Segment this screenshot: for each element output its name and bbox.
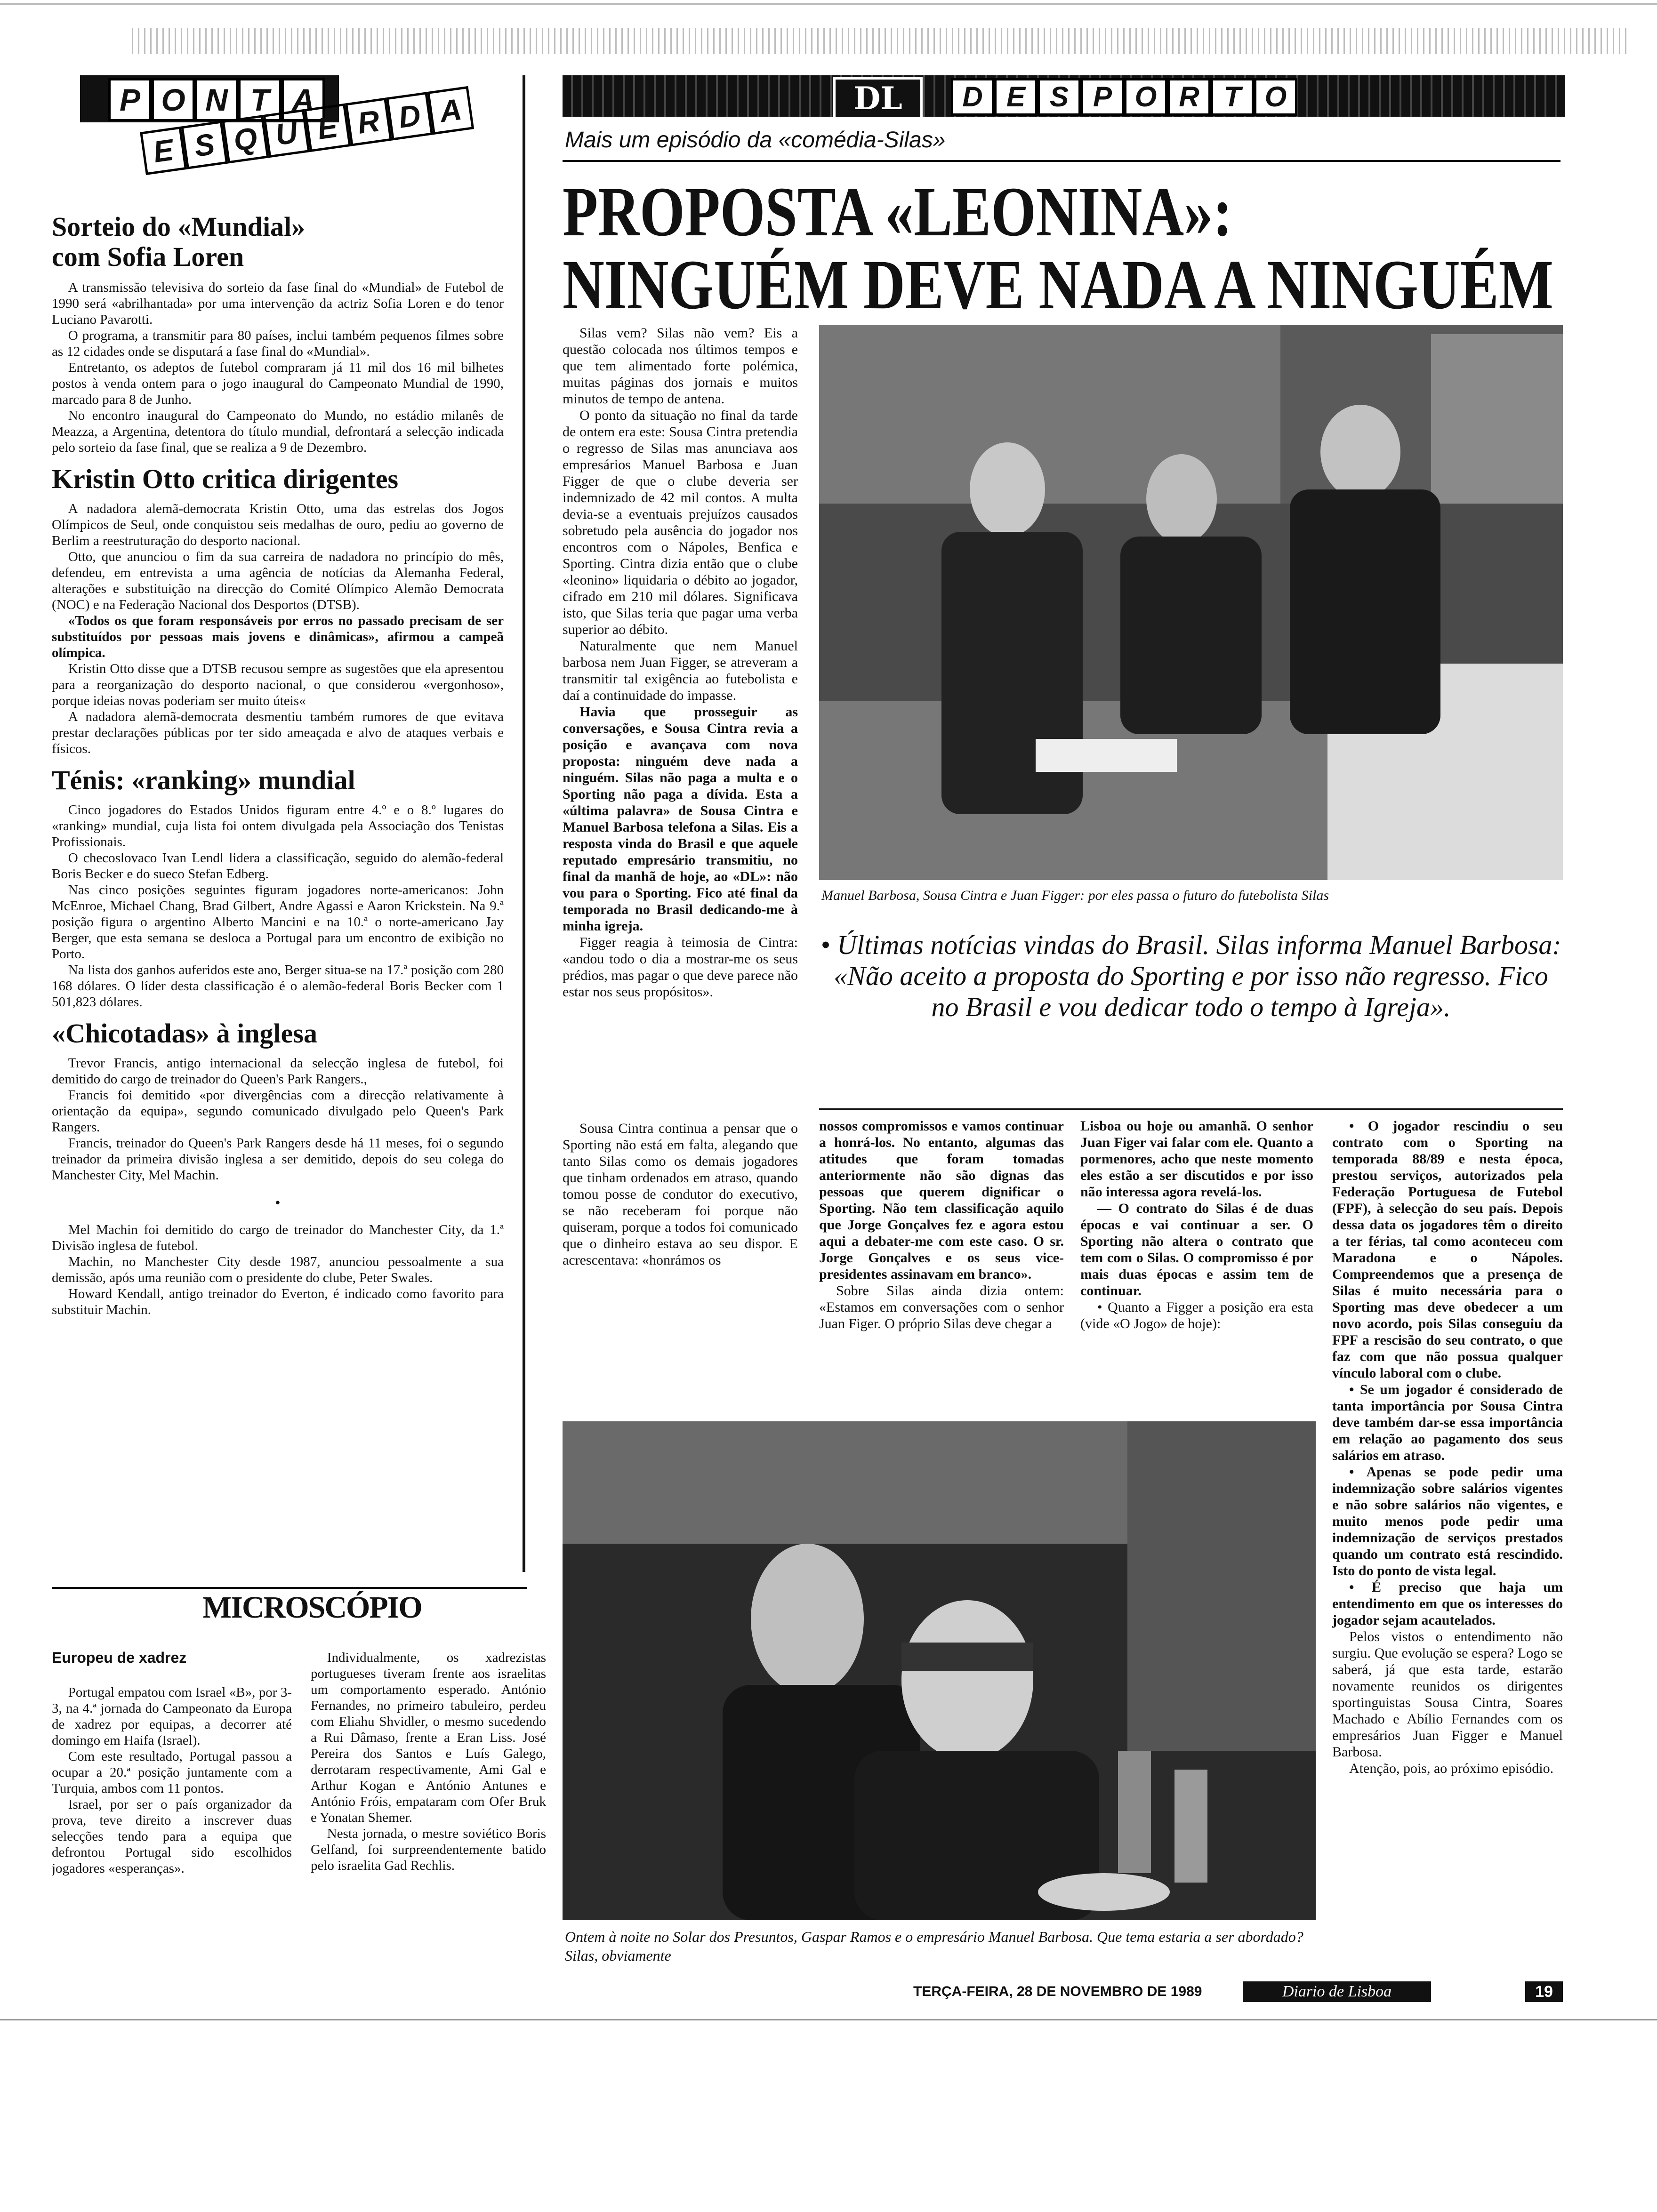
pull-quote: • Últimas notícias vindas do Brasil. Silas informa Manuel Barbosa: «Não aceito a proposta do Sporting e por isso não regresso. Fico no Brasil e vou dedicar todo o tempo à Igreja». — [820, 930, 1561, 1022]
section-bullet: • — [275, 1194, 281, 1211]
article-paragraph: Mel Machin foi demitido do cargo de treinador do Manchester City, da 1.ª Divisão inglesa de futebol. — [52, 1222, 504, 1253]
headline-line-2: NINGUÉM DEVE NADA A NINGUÉM — [563, 246, 1553, 324]
photo-three-men — [819, 325, 1563, 880]
article-paragraph: Silas vem? Silas não vem? Eis a questão colocada nos últimos tempos e que tem alimentado forte polémica, muitas páginas dos jornais e muitos minutos de tempo de antena. — [563, 325, 798, 407]
kicker-rule — [563, 160, 1560, 162]
article-paragraph: Nesta jornada, o mestre soviético Boris Gelfand, foi surpreendentemente batido pelo israelita Gad Rechlis. — [311, 1826, 546, 1873]
article-paragraph: Lisboa ou hoje ou amanhã. O senhor Juan Figer vai falar com ele. Quanto a pormenores, acho que neste momento eles estão a ser discutidos e por isso não interessa agora revelá-los. — [1080, 1118, 1313, 1200]
esquerda-letter: R — [345, 97, 392, 146]
microscopio-column-2 — [311, 1650, 546, 1998]
article-paragraph: Individualmente, os xadrezistas portugueses tiveram frente aos israelitas um comportamento esperado. António Fernandes, no primeiro tabuleiro, perdeu com Eliahu Shvidler, o mesmo sucedendo a Rui Dâmaso, frente a Eran Liss. José Pereira dos Santos e Luís Galego, derrotaram respectivamente, Ami Gal e Arthur Kogan e António Antunes e António Fróis, empataram com Ofer Bruk e Yonatan Shemer. — [311, 1650, 546, 1825]
article-paragraph: Entretanto, os adeptos de futebol compraram já 11 mil dos 16 mil bilhetes postos à venda ontem para o jogo inaugural do Campeonato Mundial de 1990, marcado para 8 de Junho. — [52, 360, 504, 407]
article-paragraph: Kristin Otto disse que a DTSB recusou sempre as sugestões que ela apresentou para a reorganização do desporto nacional, o que considerou «vergonhoso», porque ideias novas poderiam ser muito úteis« — [52, 661, 504, 708]
ponta-letter: A — [282, 78, 325, 121]
ponta-letter: N — [195, 78, 238, 121]
esquerda-letter: A — [427, 86, 474, 135]
article-paragraph: Portugal empatou com Israel «B», por 3-3, na 4.ª jornada do Campeonato da Europa de xadrez por equipas, a decorrer até domingo em Haifa (Israel). — [52, 1685, 292, 1748]
dl-logo: DL — [833, 77, 923, 120]
pull-quote-rule — [819, 1108, 1563, 1110]
kicker: Mais um episódio da «comédia-Silas» — [565, 128, 946, 152]
article-paragraph: A nadadora alemã-democrata Kristin Otto, uma das estrelas dos Jogos Olímpicos de Seul, onde conquistou seis medalhas de ouro, pediu ao governo de Berlim a reestruturação do desporto nacional. — [52, 501, 504, 548]
desporto-letter: T — [1211, 78, 1254, 116]
article-paragraph: Otto, que anunciou o fim da sua carreira de nadadora no princípio do mês, defendeu, em entrevista a uma agência de notícias da Alemanha Federal, alterações e substituição na direcção do Comité Olímpico Alemão Democrata (NOC) e na Federação Nacional dos Desportos (DTSB). — [52, 549, 504, 612]
article-paragraph: Francis foi demitido «por divergências com a direcção relativamente à orientação da equipa», segundo comunicado divulgado pelo Queen's Park Rangers. — [52, 1088, 504, 1135]
article-column-1b — [563, 1120, 798, 1421]
article-paragraph: Machin, no Manchester City desde 1987, anunciou pessoalmente a sua demissão, após uma reunião com o presidente do clube, Peter Swales. — [52, 1254, 504, 1285]
photo-restaurant-art — [563, 1421, 1316, 1920]
article-paragraph: Sobre Silas ainda dizia ontem: «Estamos em conversações com o senhor Juan Figer. O próprio Silas deve chegar a — [819, 1283, 1064, 1331]
esquerda-letter: D — [386, 92, 433, 140]
desporto-letter: P — [1081, 78, 1124, 116]
esquerda-letter: Q — [222, 115, 269, 163]
article-paragraph: Howard Kendall, antigo treinador do Everton, é indicado como favorito para substituir Machin. — [52, 1286, 504, 1317]
desporto-letter: O — [1254, 78, 1297, 116]
article-column-2 — [819, 1118, 1064, 1414]
scan-noise-top — [132, 28, 1629, 54]
microscopio-column-1 — [52, 1650, 292, 2007]
headline-sorteio: Sorteio do «Mundial» com Sofia Loren — [52, 212, 306, 272]
article-paragraph: — O contrato do Silas é de duas épocas e vai continuar a ser. O Sporting não altera o contrato que tem com o Silas. O compromisso é por mais duas épocas e assim tem de continuar. — [1080, 1201, 1313, 1298]
desporto-letter: D — [951, 78, 994, 116]
headline-chicotadas: «Chicotadas» à inglesa — [52, 1018, 317, 1049]
article-paragraph: O ponto da situação no final da tarde de ontem era este: Sousa Cintra pretendia o regresso de Silas mas anunciava aos empresários Manuel Barbosa e Juan Figger de que o clube deveria ser indemnizado de 42 mil contos. A multa devia-se a eventuais prejuízos causados sobretudo pela ausência do jogador nos encontros com o Nápoles, Benfica e Sporting. Cintra dizia então que o clube «leonino» liquidaria o débito ao jogador, cifrado em 210 mil dólares. Significava isto, que Silas teria que pagar uma verba superior ao débito. — [563, 408, 798, 637]
footer-page-number: 19 — [1525, 1981, 1563, 2002]
article-paragraph: Havia que prosseguir as conversações, e Sousa Cintra revia a posição e avançava com nova proposta: ninguém deve nada a ninguém. Silas não paga a multa e o Sporting não paga a dívida. Esta a «última palavra» de Sousa Cintra e Manuel Barbosa telefona a Silas. Eis a resposta vinda do Brasil e que aquele reputado empresário transmitiu, no final da manhã de hoje, ao «DL»: não vou para o Sporting. Fico até final da temporada no Brasil dedicando-me à minha igreja. — [563, 704, 798, 934]
ponta-letter: P — [108, 78, 152, 121]
article-paragraph: «Todos os que foram responsáveis por erros no passado precisam de ser substituídos por pessoas mais jovens e dinâmicas», afirmou a campeã olímpica. — [52, 613, 504, 660]
ponta-esquerda-logo — [52, 75, 504, 198]
article-paragraph: Sousa Cintra continua a pensar que o Sporting não está em falta, alegando que tanto Silas como os demais jogadores que tinham ordenados em atraso, quando tomou posse de condutor do executivo, se não receberam foi porque não quiseram, porque a todos foi comunicado que o dinheiro estava ao seu dispor. E acrescentava: «honrámos os — [563, 1121, 798, 1268]
photo1-caption: Manuel Barbosa, Sousa Cintra e Juan Figger: por eles passa o futuro do futebolista Silas — [821, 888, 1329, 903]
esquerda-letter: E — [140, 127, 187, 175]
footer-paper-name: Diario de Lisboa — [1243, 1981, 1431, 2002]
footer-date: TERÇA-FEIRA, 28 DE NOVEMBRO DE 1989 — [913, 1984, 1202, 1999]
headline-tenis: Ténis: «ranking» mundial — [52, 765, 355, 795]
photo2-caption: Ontem à noite no Solar dos Presuntos, Gaspar Ramos e o empresário Manuel Barbosa. Que tema estaria a ser abordado? Silas, obviamente — [565, 1928, 1303, 1964]
desporto-word — [951, 78, 1297, 116]
article-column-3 — [1080, 1118, 1313, 1414]
esquerda-letter: E — [304, 104, 351, 152]
article-paragraph: O programa, a transmitir para 80 países, inclui também pequenos filmes sobre as 12 cidades onde se disputará a fase final do «Mundial». — [52, 328, 504, 359]
photo-three-men-art — [819, 325, 1563, 880]
scan-edge-top — [0, 3, 1657, 5]
photo-restaurant — [563, 1421, 1316, 1920]
article-paragraph: Francis, treinador do Queen's Park Rangers desde há 11 meses, foi o segundo treinador da primeira divisão inglesa a ser demitido, depois do seu colega do Manchester City, Mel Machin. — [52, 1136, 504, 1183]
article-paragraph: nossos compromissos e vamos continuar a honrá-los. No entanto, algumas das atitudes que foram tomadas anteriormente não são dignas das pessoas que querem dignificar o Sporting. Não tem classificação aquilo que Jorge Gonçalves fez e agora estou aqui a debater-me com este caso. O sr. Jorge Gonçalves e os seus vice-presidentes assinavam em branco». — [819, 1118, 1064, 1282]
article-paragraph: Nas cinco posições seguintes figuram jogadores norte-americanos: John McEnroe, Michael Chang, Brad Gilbert, Andre Agassi e Aaron Krickstein. Na 9.ª posição figura o argentino Alberto Mancini e na 10.ª o norte-americano Jay Berger, que esta semana se desloca a Portugal para um encontro de exibição no Porto. — [52, 882, 504, 962]
article-paragraph: Figger reagia à teimosia de Cintra: «andou todo o dia a mostrar-me os seus prédios, mas pagar o que deve parece não estar nos seus propósitos». — [563, 935, 798, 1000]
desporto-letter: E — [994, 78, 1038, 116]
article-column-4 — [1332, 1118, 1563, 1960]
article-paragraph: • Quanto a Figger a posição era esta (vide «O Jogo» de hoje): — [1080, 1299, 1313, 1331]
article-paragraph: • Se um jogador é considerado de tanta importância por Sousa Cintra deve também dar-se essa importância em relação ao pagamento dos seus salários em atraso. — [1332, 1382, 1563, 1463]
article-paragraph: Atenção, pois, ao próximo episódio. — [1349, 1761, 1554, 1776]
article-paragraph: Israel, por ser o país organizador da prova, teve direito a inscrever duas selecções tendo para a equipa que defrontou Portugal sido escolhidos jogadores «esperanças». — [52, 1797, 292, 1876]
headline-kristin-otto: Kristin Otto critica dirigentes — [52, 464, 399, 494]
main-headline — [563, 173, 1553, 327]
article-paragraph: Pelos vistos o entendimento não surgiu. Que evolução se espera? Logo se saberá, já que esta tarde, estarão novamente reunidos os dirigentes sportinguistas Sousa Cintra, Soares Machado e Abílio Fernandes com os empresários Juan Figger e Manuel Barbosa. — [1332, 1629, 1563, 1760]
article-paragraph: • Apenas se pode pedir uma indemnização sobre salários vigentes e não sobre salários não vigentes, e muito menos pode pedir uma indemnização de serviços prestados quando um contrato está rescindido. Isto do ponto de vista legal. — [1332, 1464, 1563, 1579]
esquerda-letter: S — [181, 120, 228, 169]
article-paragraph: No encontro inaugural do Campeonato do Mundo, no estádio milanês de Meazza, a Argentina, detentora do título mundial, defrontará a selecção indicada pelo sorteio da fase final, que se realiza a 9 de Dezembro. — [52, 408, 504, 455]
microscopio-logo: MICROSCÓPIO — [202, 1590, 422, 1625]
article-column-1 — [563, 325, 798, 1111]
ponta-letter: O — [152, 78, 195, 121]
esquerda-letter: U — [263, 109, 310, 158]
headline-line-1: PROPOSTA «LEONINA»: — [563, 173, 1232, 251]
article-paragraph: Cinco jogadores do Estados Unidos figuram entre 4.º e o 8.º lugares do «ranking» mundial, cuja lista foi ontem divulgada pela Associação dos Tenistas Profissionais. — [52, 802, 504, 850]
ponta-letter: T — [238, 78, 282, 121]
column-rule — [523, 75, 525, 1572]
article-paragraph: O checoslovaco Ivan Lendl lidera a classificação, seguido do alemão-federal Boris Becker e do sueco Stefan Edberg. — [52, 850, 504, 882]
article-paragraph: A nadadora alemã-democrata desmentiu também rumores de que evitava prestar declarações públicas por ter sido ameaçada e alvo de ataques verbais e físicos. — [52, 709, 504, 756]
desporto-letter: O — [1124, 78, 1167, 116]
desporto-letter: S — [1038, 78, 1081, 116]
scan-edge-bottom — [0, 2019, 1657, 2020]
left-column — [52, 212, 504, 1563]
article-paragraph: Com este resultado, Portugal passou a ocupar a 20.ª posição juntamente com a Turquia, ambos com 11 pontos. — [52, 1749, 292, 1796]
article-paragraph: Na lista dos ganhos auferidos este ano, Berger situa-se na 17.ª posição com 280 168 dólares. O líder desta classificação é o alemão-federal Boris Becker com 1 501,823 dólares. — [52, 962, 504, 1010]
article-paragraph: • É preciso que haja um entendimento em que os interesses do jogador sejam acautelados. — [1332, 1579, 1563, 1628]
article-paragraph: • O jogador rescindiu o seu contrato com o Sporting na temporada 88/89 e nesta época, prestou serviços, autorizados pela Federação Portuguesa de Futebol (FPF), à selecção do seu país. Depois dessa data os jogadores têm o direito a ter férias, tal como aconteceu com Maradona e o Nápoles. Compreendemos que a presença de Silas é muito necessária para o Sporting mas deve obedecer a um novo acordo, pois Silas conseguiu da FPF a rescisão do seu contrato, o que faz com que não possua qualquer vínculo laboral com o clube. — [1332, 1118, 1563, 1381]
desporto-letter: R — [1167, 78, 1211, 116]
article-paragraph: A transmissão televisiva do sorteio da fase final do «Mundial» de Futebol de 1990 será «abrilhantada» por uma intervenção da actriz Sofia Loren e do tenor Luciano Pavarotti. — [52, 280, 504, 327]
microscopio-title: Europeu de xadrez — [52, 1650, 187, 1666]
article-paragraph: Naturalmente que nem Manuel barbosa nem Juan Figger, se atreveram a transmitir tal exigência ao futebolista e daí a continuidade do impasse. — [563, 638, 798, 703]
article-paragraph: Trevor Francis, antigo internacional da selecção inglesa de futebol, foi demitido do cargo de treinador do Queen's Park Rangers., — [52, 1056, 504, 1087]
